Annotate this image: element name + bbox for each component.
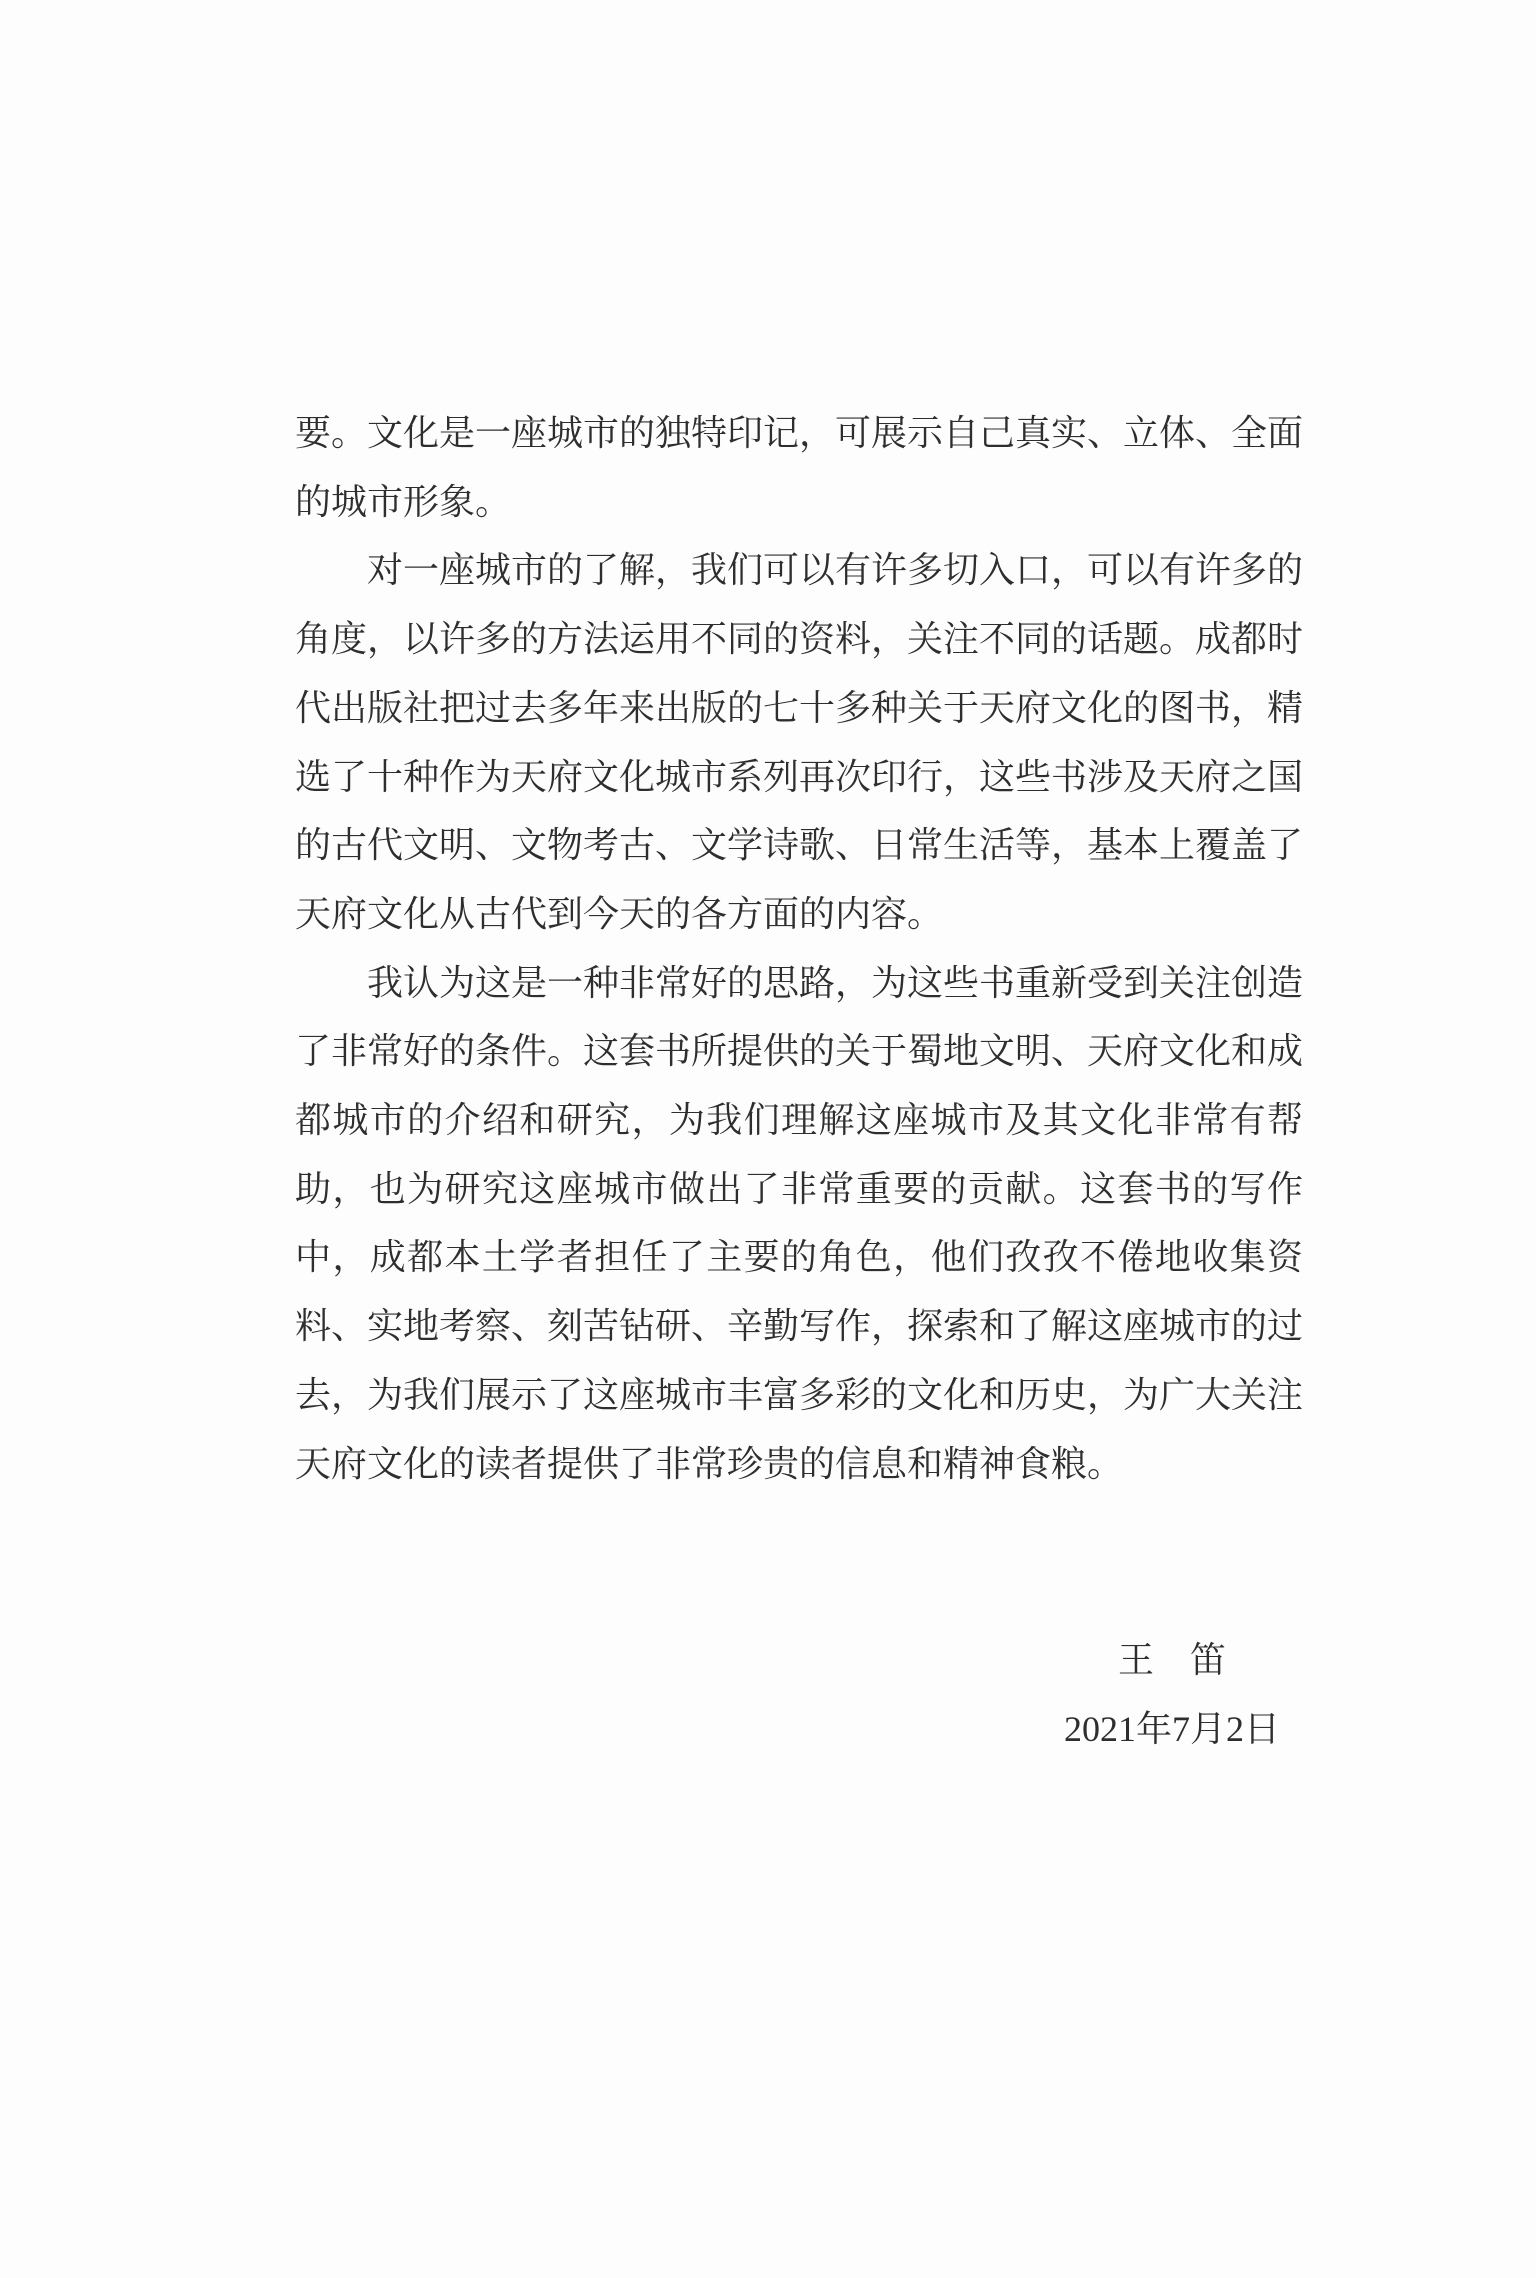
paragraph-2: 对一座城市的了解，我们可以有许多切入口，可以有许多的角度，以许多的方法运用不同的资料，关注不同的话题。成都时代出版社把过去多年来出版的七十多种关于天府文化的图书，精选了十种作为天府文化城市系列再次印行，这些书涉及天府之国的古代文明、文物考古、文学诗歌、日常生活等，基本上覆盖了天府文化从古代到今天的各方面的内容。 [295, 550, 1304, 934]
signature-block [1064, 1626, 1280, 1763]
signature-date: 2021年7月2日 [1063, 1708, 1280, 1749]
paragraph-3: 我认为这是一种非常好的思路，为这些书重新受到关注创造了非常好的条件。这套书所提供的关于蜀地文明、天府文化和成都城市的介绍和研究，为我们理解这座城市及其文化非常有帮助，也为研究这座城市做出了非常重要的贡献。这套书的写作中，成都本土学者担任了主要的角色，他们孜孜不倦地收集资料、实地考察、刻苦钻研、辛勤写作，探索和了解这座城市的过去，为我们展示了这座城市丰富多彩的文化和历史，为广大关注天府文化的读者提供了非常珍贵的信息和精神食粮。 [295, 962, 1304, 1484]
author-name: 王 笛 [1117, 1640, 1226, 1681]
preface-text-block [295, 399, 1303, 1764]
paragraph-continuation: 要。文化是一座城市的独特印记，可展示自己真实、立体、全面的城市形象。 [295, 413, 1304, 522]
